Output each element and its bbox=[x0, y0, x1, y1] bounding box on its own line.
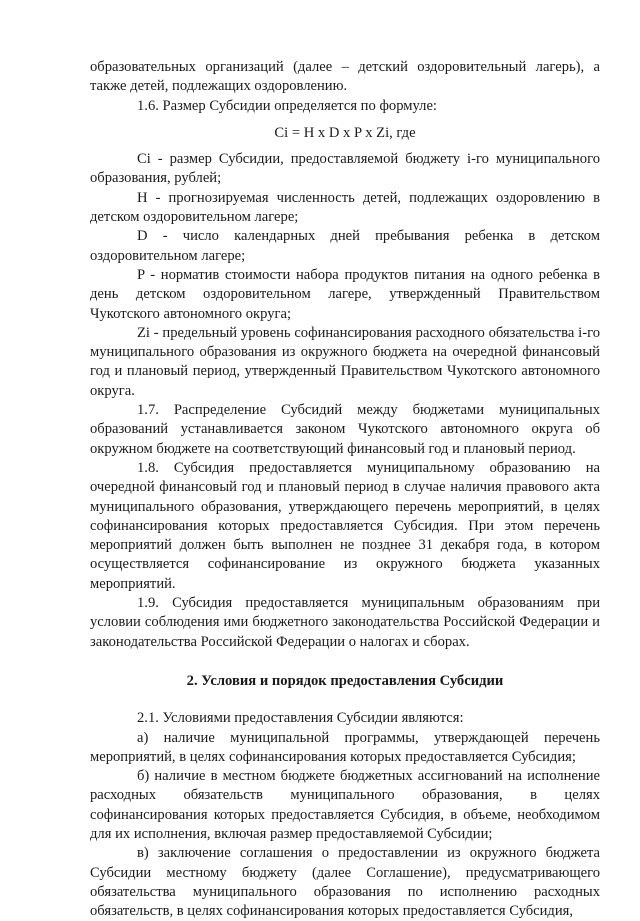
section-heading: 2. Условия и порядок предоставления Субсидии bbox=[186, 672, 504, 689]
condition-v: в) заключение соглашения о предоставлении из окружного бюджета Субсидии местному бюджету (далее Соглашение), предусматривающего обязательства муниципального образования по исполнению расходных обязательств, в целях софинансирования которых предоставляется Субсидия, bbox=[90, 845, 600, 920]
paragraph-1-8: 1.8. Субсидия предоставляется муниципальному образованию на очередной финансовый год и плановый период в случае наличия правового акта муниципального образования, утверждающего перечень мероприятий, в целях софинансирования которых предоставляется Субсидия. При этом перечень мероприятий должен быть выполнен не позднее 31 декабря года, в котором осуществляется софинансирование из окружного бюджета указанных мероприятий. bbox=[90, 459, 600, 592]
definition-zi: Zi - предельный уровень софинансирования расходного обязательства i-го муниципального образования из окружного бюджета на очередной финансовый год и плановый период, утвержденный Правительством Чукотского автономного округа. bbox=[90, 324, 600, 399]
condition-a: а) наличие муниципальной программы, утверждающей перечень мероприятий, в целях софинансирования которых предоставляется Субсидия; bbox=[90, 729, 600, 765]
paragraph-intro: образовательных организаций (далее – детский оздоровительный лагерь), а также детей, подлежащих оздоровлению. bbox=[90, 59, 600, 95]
definition-ci: Ci - размер Субсидии, предоставляемой бюджету i-го муниципального образования, рублей; bbox=[90, 151, 600, 187]
definition-h: H - прогнозируемая численность детей, подлежащих оздоровлению в детском оздоровительном лагере; bbox=[90, 189, 600, 226]
paragraph-1-6: 1.6. Размер Субсидии определяется по формуле: bbox=[137, 97, 437, 114]
paragraph-1-9: 1.9. Субсидия предоставляется муниципальным образованиям при условии соблюдения ими бюджетного законодательства Российской Федерации и законодательства Российской Федерации о налогах и сборах. bbox=[90, 595, 600, 650]
definition-d: D - число календарных дней пребывания ребенка в детском оздоровительном лагере; bbox=[90, 228, 600, 264]
paragraph-2-1: 2.1. Условиями предоставления Субсидии являются: bbox=[137, 710, 464, 727]
document-page bbox=[90, 58, 600, 921]
definition-p: P - норматив стоимости набора продуктов питания на одного ребенка в день детском оздоровительном лагере, утвержденный Правительством Чукотского автономного округа; bbox=[90, 266, 600, 322]
paragraph-1-7: 1.7. Распределение Субсидий между бюджетами муниципальных образований устанавливается законом Чукотского автономного округа об окружном бюджете на соответствующий финансовый год и плановый период. bbox=[90, 402, 600, 457]
condition-b: б) наличие в местном бюджете бюджетных ассигнований на исполнение расходных обязательств муниципального образования, в целях софинансирования которых предоставляется Субсидия, в объеме, необходимом для их исполнения, включая размер предоставляемой Субсидии; bbox=[90, 768, 600, 842]
formula: Ci = H x D x P x Zi, где bbox=[274, 124, 416, 141]
